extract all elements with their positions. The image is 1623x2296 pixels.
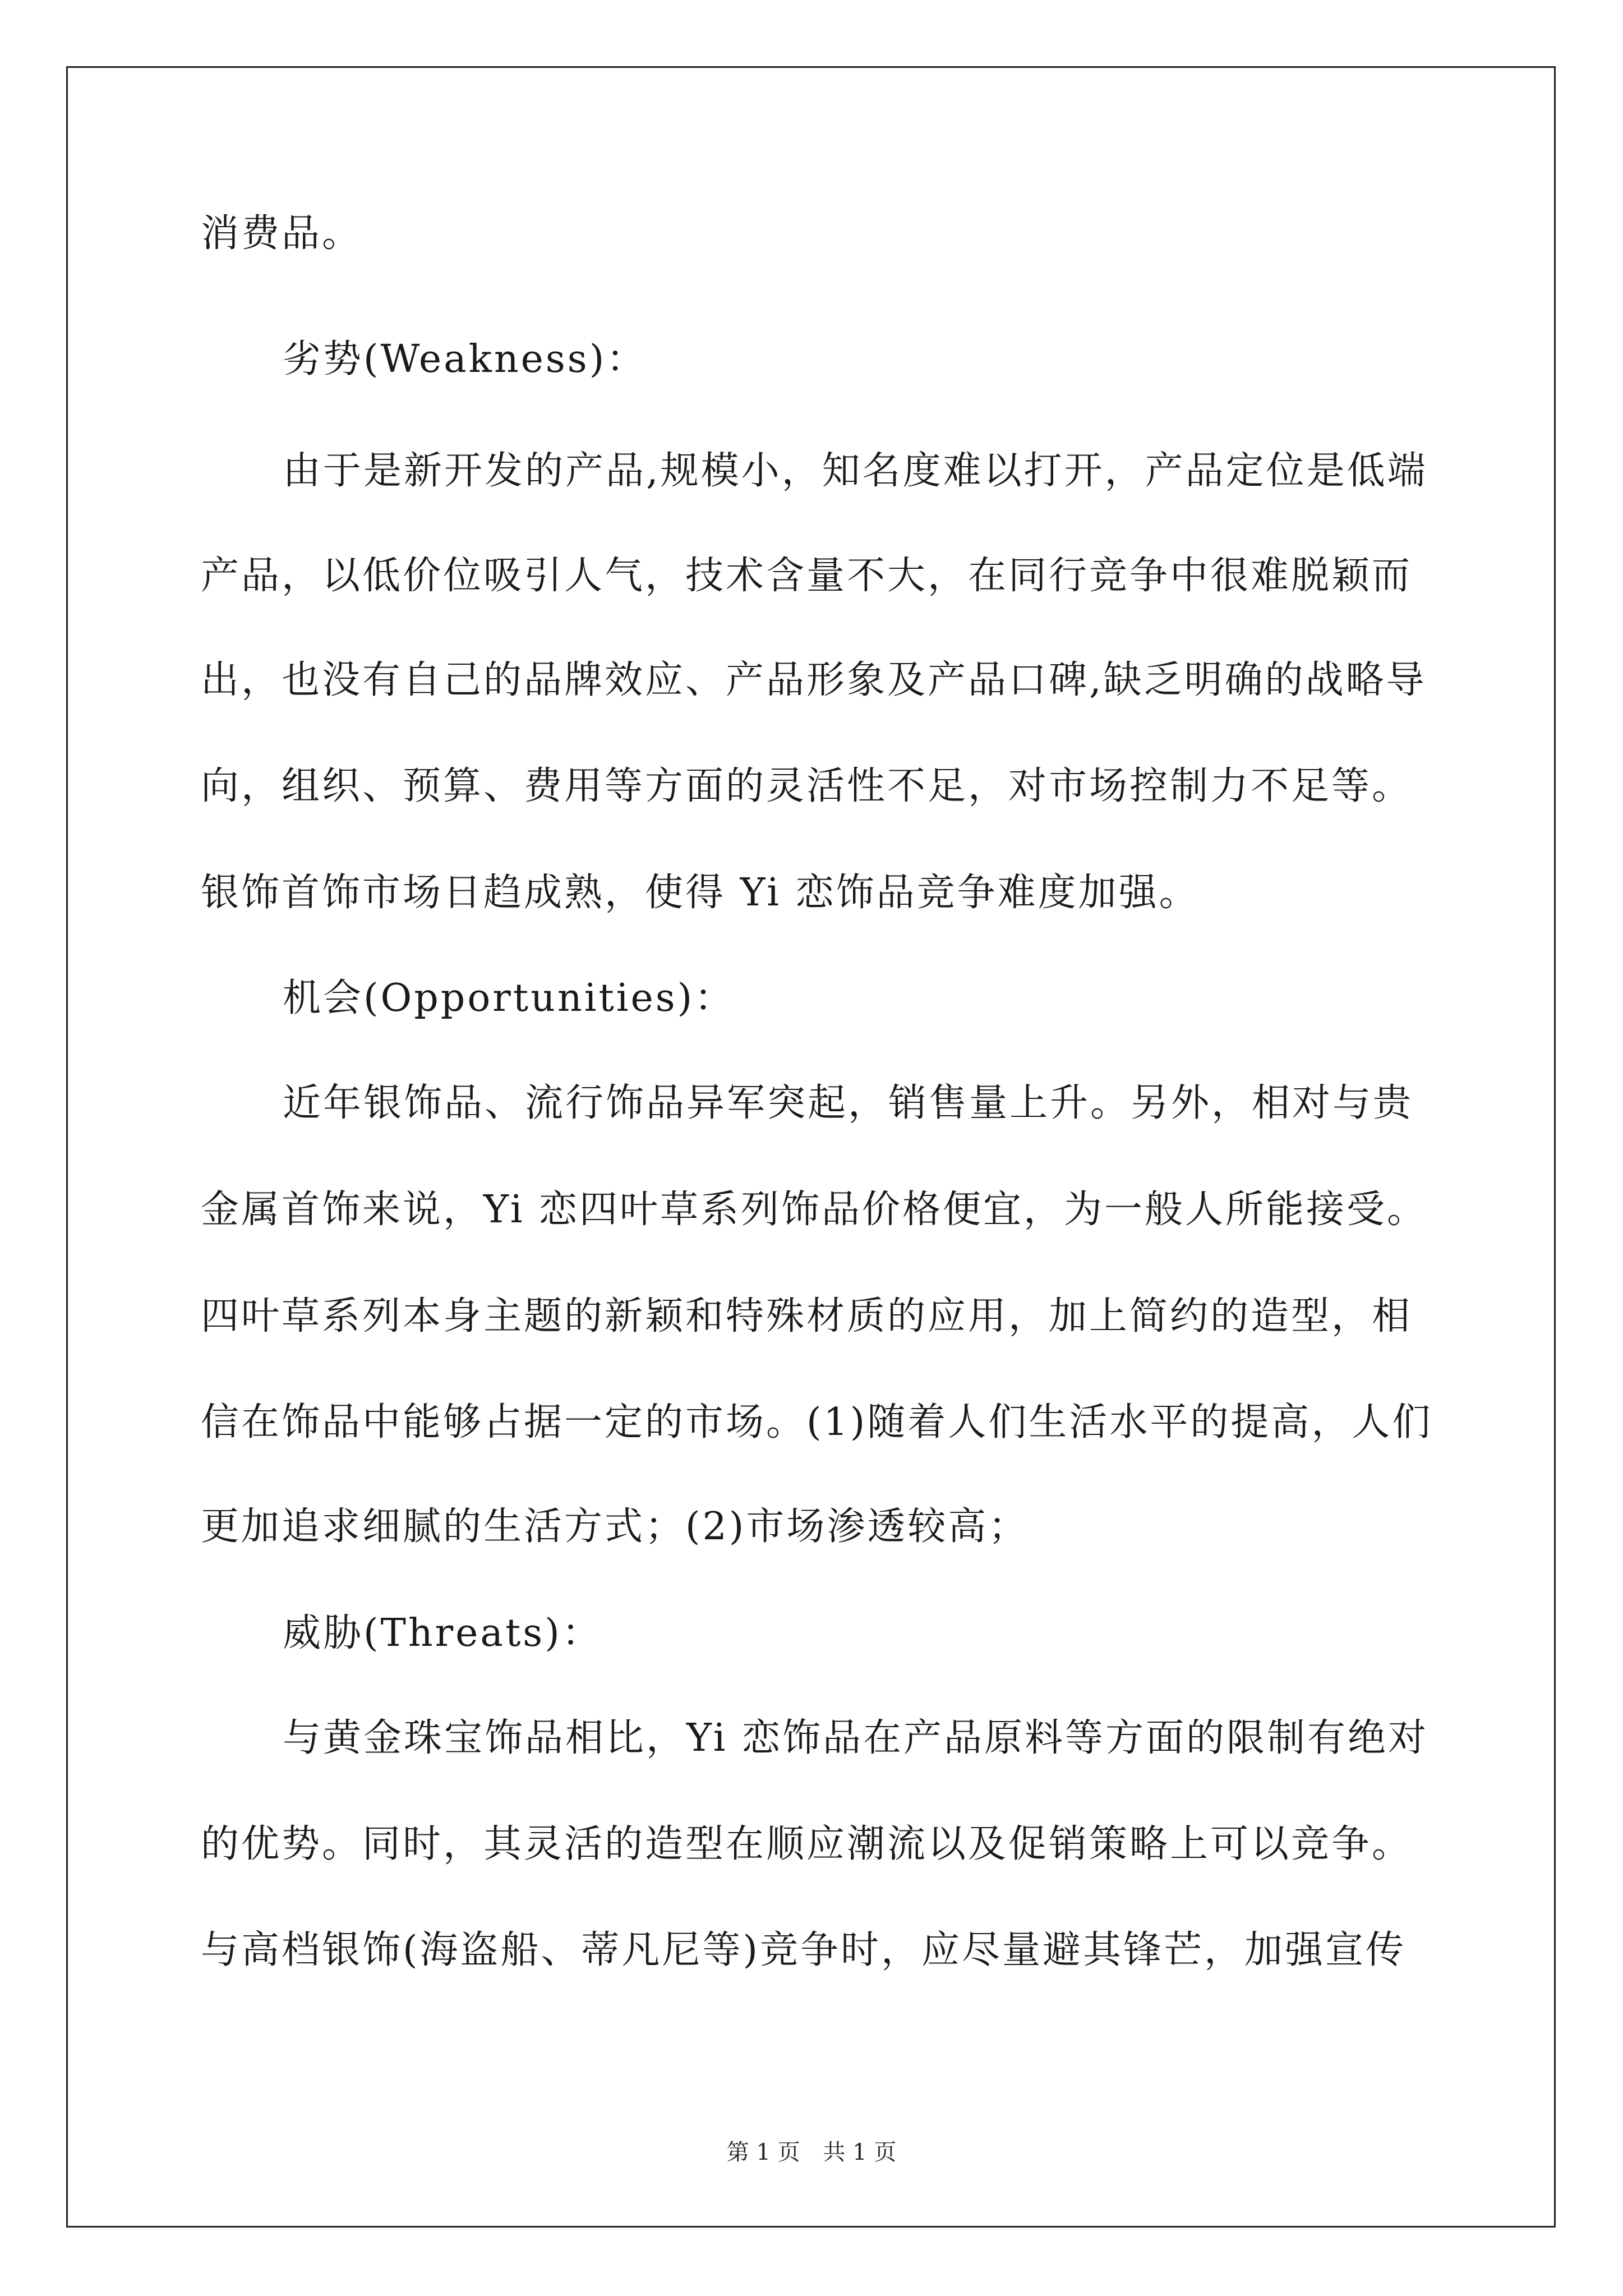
body-text-line: 消费品。 xyxy=(201,211,363,256)
body-text-line: 出，也没有自己的品牌效应、产品形象及产品口碑,缺乏明确的战略导 xyxy=(201,658,1427,702)
body-text-line: 向，组织、预算、费用等方面的灵活性不足，对市场控制力不足等。 xyxy=(201,764,1413,808)
body-text-line: 产品，以低价位吸引人气，技术含量不大，在同行竞争中很难脱颖而 xyxy=(201,554,1413,598)
section-heading-threats: 威胁(Threats)： xyxy=(283,1611,602,1655)
section-heading-weakness: 劣势(Weakness)： xyxy=(283,337,647,381)
body-text-line: 与黄金珠宝饰品相比，Yi 恋饰品在产品原料等方面的限制有绝对 xyxy=(283,1716,1429,1760)
section-heading-opportunities: 机会(Opportunities)： xyxy=(283,976,735,1020)
body-text-line: 信在饰品中能够占据一定的市场。(1)随着人们生活水平的提高，人们 xyxy=(201,1400,1433,1444)
body-text-line: 的优势。同时，其灵活的造型在顺应潮流以及促销策略上可以竞争。 xyxy=(201,1822,1413,1866)
body-text-line: 更加追求细腻的生活方式；(2)市场渗透较高； xyxy=(201,1504,1029,1549)
body-text-line: 四叶草系列本身主题的新颖和特殊材质的应用，加上简约的造型，相 xyxy=(201,1294,1413,1338)
body-text-line: 银饰首饰市场日趋成熟，使得 Yi 恋饰品竞争难度加强。 xyxy=(201,871,1200,915)
body-text-line: 金属首饰来说，Yi 恋四叶草系列饰品价格便宜，为一般人所能接受。 xyxy=(201,1188,1428,1232)
body-text-line: 与高档银饰(海盗船、蒂凡尼等)竞争时，应尽量避其锋芒，加强宣传 xyxy=(201,1928,1407,1972)
body-text-line: 由于是新开发的产品,规模小，知名度难以打开，产品定位是低端 xyxy=(283,449,1428,493)
page-number: 第 1 页 xyxy=(726,2139,800,2165)
body-text-line: 近年银饰品、流行饰品异军突起，销售量上升。另外，相对与贵 xyxy=(283,1081,1414,1125)
page-footer xyxy=(0,2138,1623,2166)
page-border xyxy=(66,66,1556,2228)
page-total: 共 1 页 xyxy=(823,2139,897,2165)
